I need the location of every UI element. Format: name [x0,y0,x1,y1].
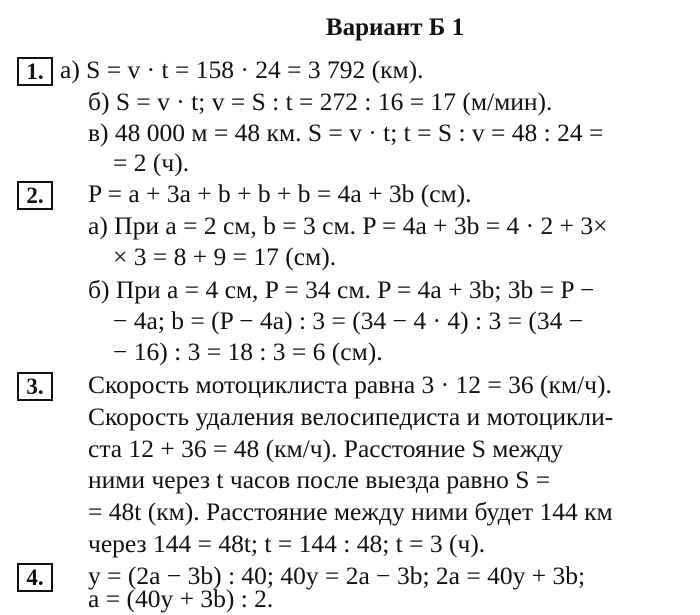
problem-2-line: − 16) : 3 = 18 : 3 = 6 (см). [113,337,383,366]
problem-1-line: в) 48 000 м = 48 км. S = v · t; t = S : v = 48 : 24 = [88,118,604,147]
problem-3-line: Скорость удаления велосипедиста и мотоцикли- [88,402,614,431]
problem-3-line: Скорость мотоциклиста равна 3 · 12 = 36 (км/ч). [88,370,612,399]
problem-number-3: 3. [17,372,53,401]
problem-3-line: через 144 = 48t; t = 144 : 48; t = 3 (ч). [88,529,486,558]
problem-2-line: × 3 = 8 + 9 = 17 (см). [113,242,337,271]
problem-number-4: 4. [17,563,53,592]
problem-2-line: а) При a = 2 см, b = 3 см. P = 4a + 3b = 4 · 2 + 3× [88,211,608,240]
problem-3-line: ними через t часов после выезда равно S = [88,465,551,494]
problem-2-line: б) При a = 4 см, P = 34 см. P = 4a + 3b; 3b = P − [88,275,595,304]
problem-2-line: − 4a; b = (P − 4a) : 3 = (34 − 4 · 4) : 3 = (34 − [113,306,584,335]
problem-number-2: 2. [17,181,53,210]
problem-4-line: y = (2a − 3b) : 40; 40y = 2a − 3b; 2a = 40y + 3b; [88,561,586,590]
problem-2-line: P = a + 3a + b + b + b = 4a + 3b (см). [88,179,472,208]
problem-1-line: а) S = v · t = 158 · 24 = 3 792 (км). [60,55,424,84]
problem-4-line: a = (40y + 3b) : 2. [88,584,274,613]
problem-1-line: = 2 (ч). [113,148,190,177]
problem-1-line: б) S = v · t; v = S : t = 272 : 16 = 17 (м/мин). [88,87,553,116]
problem-3-line: = 48t (км). Расстояние между ними будет 144 км [88,497,613,526]
page-title: Вариант Б 1 [325,14,465,41]
problem-3-line: ста 12 + 36 = 48 (км/ч). Расстояние S между [88,434,564,463]
problem-number-1: 1. [17,57,53,86]
